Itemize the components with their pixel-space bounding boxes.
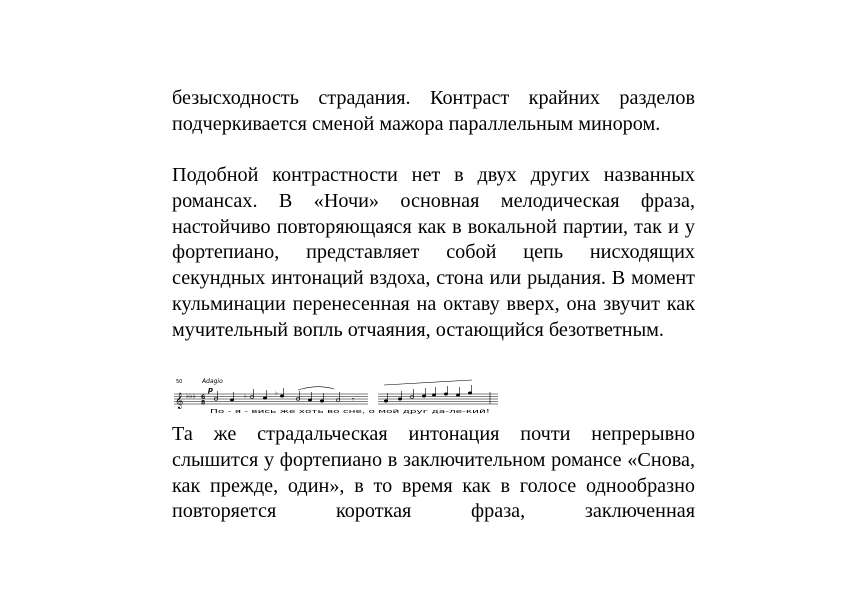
staff: [174, 394, 498, 404]
treble-clef-icon: 𝄞: [175, 393, 184, 409]
svg-text:♭: ♭: [244, 393, 247, 400]
svg-text:8: 8: [201, 399, 206, 407]
example-number: 50: [176, 379, 183, 385]
paragraph-3: Та же страдальческая интонация почти непрерывно слышится у фортепиано в заключительном романсе «Снова, как прежде, один», в то время как в голосе однообразно повторяется короткая фраза, заключенная: [172, 423, 695, 523]
music-example: [172, 376, 502, 416]
paragraph-1: безысходность страдания. Контраст крайних разделов подчеркивается сменой мажора параллельным минором.: [172, 87, 695, 135]
svg-text:𝄾: 𝄾: [352, 395, 355, 404]
time-signature: 6: [201, 394, 206, 401]
svg-text:♭: ♭: [275, 390, 278, 397]
tempo-marking: Adagio: [202, 378, 223, 385]
notes: [214, 380, 490, 404]
lyrics: По - я - вись же хоть во сне, о мой друг да-ле-кий!: [210, 409, 360, 415]
paragraph-2: Подобной контрастности нет в двух других названных романсах. В «Ночи» основная мелодическая фраза, настойчиво повторяющаяся как в вокальной партии, так и у фортепиано, представляет собой цепь нисходящих секундных интонаций вздоха, стона или рыдания. В момент кульминации перенесенная на октаву вверх, она звучит как мучительный вопль отчаяния, остающийся безответным.: [172, 164, 695, 341]
music-notation-image: [172, 376, 502, 416]
key-signature-flats: ♭♭♭: [186, 392, 196, 400]
dynamic-marking: p: [208, 386, 214, 394]
